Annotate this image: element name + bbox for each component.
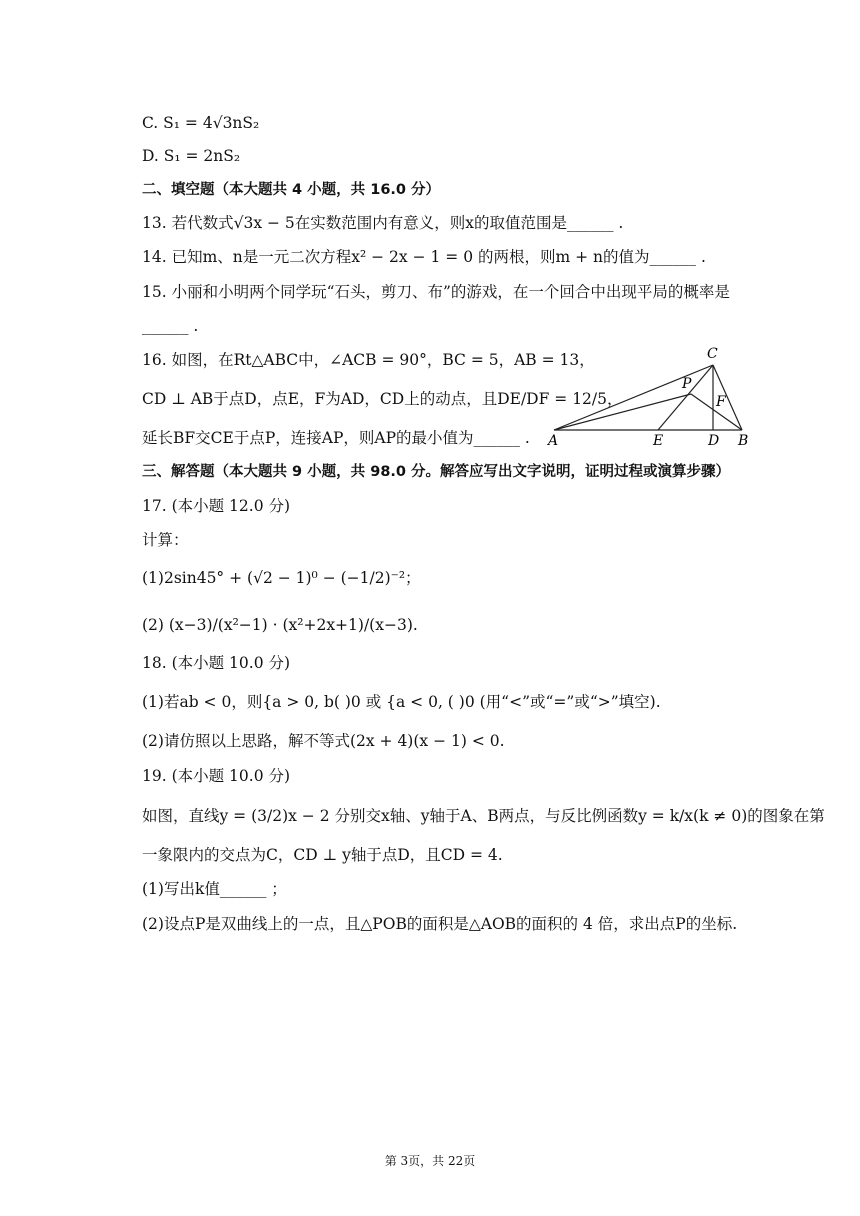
question-19-part1: (1)写出k值______ ； — [142, 880, 287, 898]
option-c: C. S₁ = 4√3nS₂ — [142, 114, 260, 132]
label-c: C — [707, 346, 718, 362]
question-17-intro: 计算： — [142, 531, 189, 549]
label-f: F — [716, 394, 726, 410]
question-16-line3: 延长BF交CE于点P，连接AP，则AP的最小值为______ . — [142, 429, 530, 447]
question-18-title: 18. (本小题 10.0 分) — [142, 654, 291, 672]
question-19-line2: 一象限内的交点为C，CD ⊥ y轴于点D，且CD = 4. — [142, 846, 503, 864]
question-16-line2: CD ⊥ AB于点D，点E，F为AD，CD上的动点，且DE/DF = 12/5， — [142, 390, 623, 408]
question-16-line1: 16. 如图，在Rt△ABC中，∠ACB = 90°，BC = 5，AB = 13， — [142, 351, 595, 369]
option-d: D. S₁ = 2nS₂ — [142, 147, 241, 165]
question-17-part2: (2) (x−3)/(x²−1) · (x²+2x+1)/(x−3). — [142, 616, 418, 634]
label-d: D — [708, 433, 720, 449]
section-heading-solutions: 三、解答题（本大题共 9 小题，共 98.0 分。解答应写出文字说明，证明过程或演算步骤） — [142, 464, 731, 480]
question-18-part2: (2)请仿照以上思路，解不等式(2x + 4)(x − 1) < 0. — [142, 732, 505, 750]
label-p: P — [682, 376, 692, 392]
triangle-figure — [544, 344, 758, 450]
question-19-title: 19. (本小题 10.0 分) — [142, 767, 291, 785]
question-19-line1: 如图，直线y = (3/2)x − 2 分别交x轴、y轴于A、B两点，与反比例函数y = k/x(k ≠ 0)的图象在第 — [142, 807, 825, 825]
question-17-title: 17. (本小题 12.0 分) — [142, 497, 291, 515]
question-18-part1: (1)若ab < 0，则{a > 0, b( )0 或 {a < 0, ( )0 (用“<”或“=”或“>”填空). — [142, 693, 661, 711]
section-heading-fill-in: 二、填空题（本大题共 4 小题，共 16.0 分） — [142, 182, 441, 198]
question-15-line1: 15. 小丽和小明两个同学玩“石头，剪刀、布”的游戏，在一个回合中出现平局的概率是 — [142, 283, 730, 301]
segment-ac — [554, 365, 713, 430]
question-14: 14. 已知m、n是一元二次方程x² − 2x − 1 = 0 的两根，则m + n的值为______ . — [142, 248, 706, 266]
segment-ce — [658, 365, 713, 430]
question-15-line2: ______ . — [142, 317, 199, 335]
label-a: A — [548, 433, 559, 449]
label-b: B — [738, 433, 749, 449]
page-footer: 第 3页，共 22页 — [384, 1154, 476, 1168]
question-13: 13. 若代数式√3x − 5在实数范围内有意义，则x的取值范围是______ . — [142, 214, 624, 232]
question-19-part2: (2)设点P是双曲线上的一点，且△POB的面积是△AOB的面积的 4 倍，求出点P的坐标. — [142, 915, 738, 933]
segment-ap — [554, 394, 691, 430]
question-17-part1: (1)2sin45° + (√2 − 1)⁰ − (−1/2)⁻²； — [142, 569, 421, 587]
label-e: E — [653, 433, 664, 449]
